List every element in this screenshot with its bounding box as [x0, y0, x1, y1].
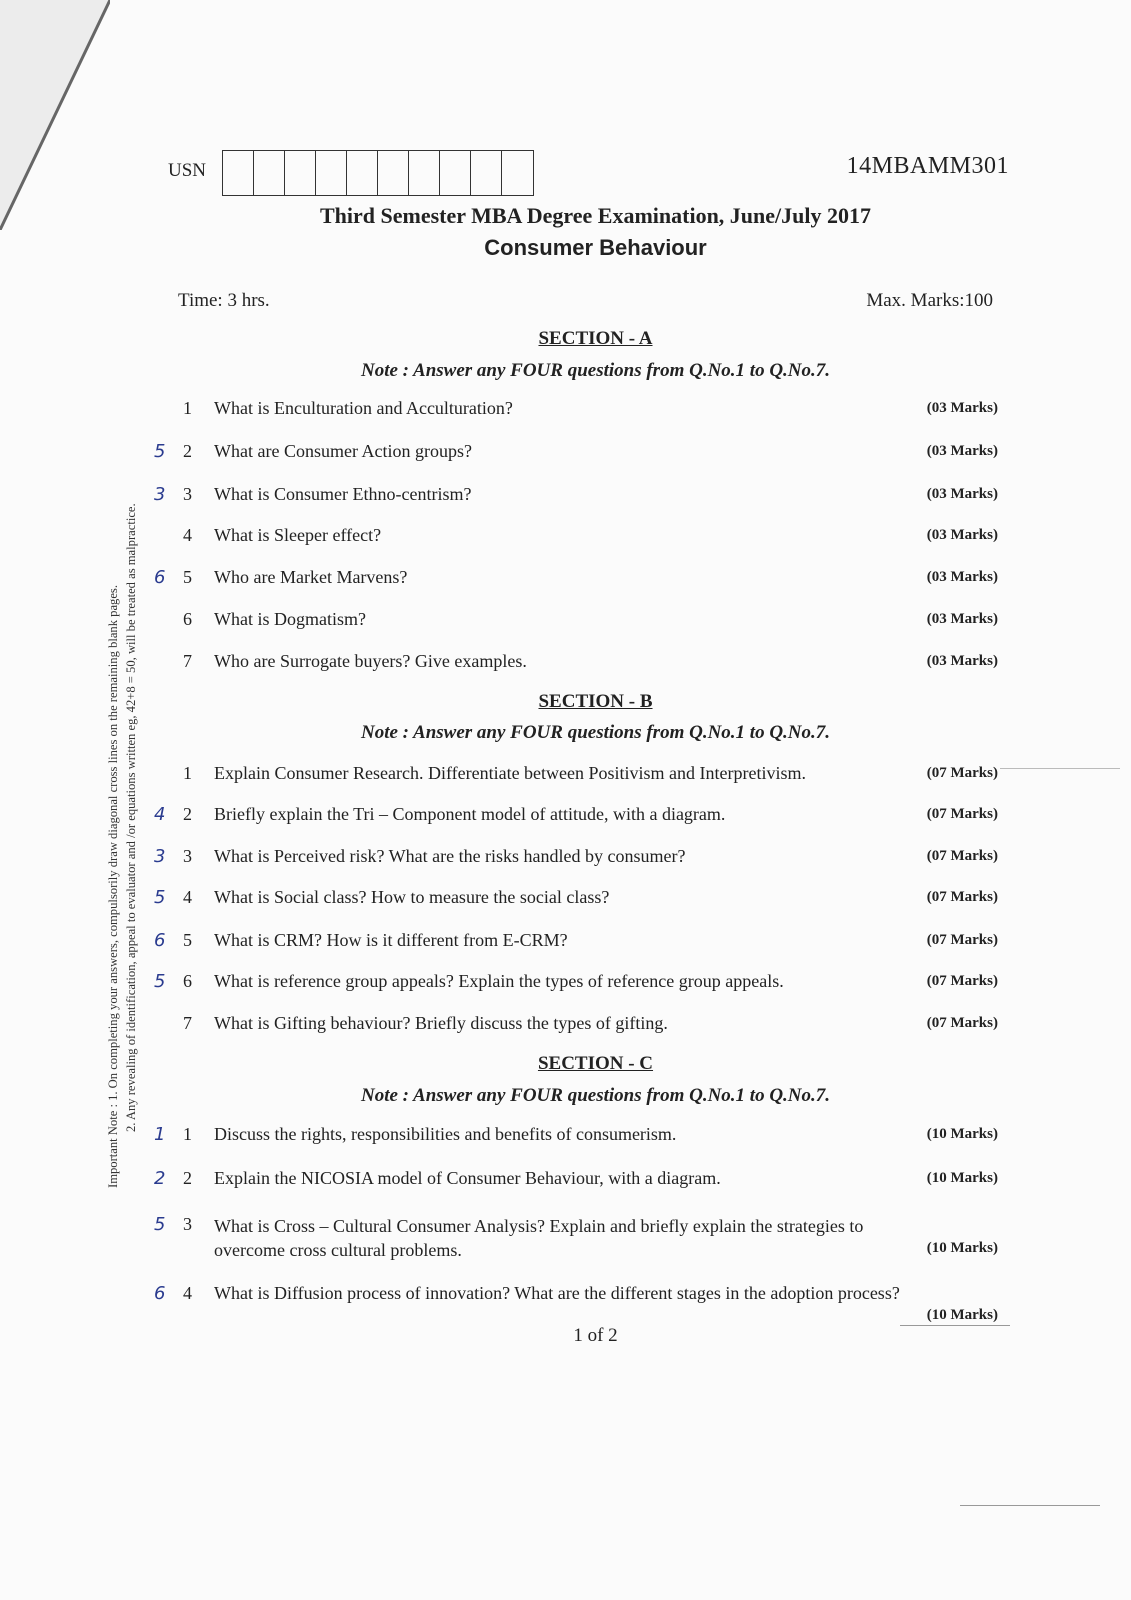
question-marks: (10 Marks): [926, 1307, 998, 1323]
time-allowed: Time: 3 hrs.: [178, 290, 270, 311]
handwritten-mark: 6: [154, 567, 166, 588]
question-text: Briefly explain the Tri – Component model of attitude, with a diagram.: [214, 804, 726, 824]
question-text: What is Sleeper effect?: [214, 525, 382, 545]
page-number: 1 of 2: [573, 1325, 618, 1346]
question-marks: (07 Marks): [926, 973, 998, 989]
question-text: What is Cross – Cultural Consumer Analysis? Explain and briefly explain the strategies to overcome cross cultural problems.: [214, 1216, 864, 1260]
question-text: What is Consumer Ethno-centrism?: [214, 484, 472, 504]
question-number: 3: [183, 484, 192, 504]
question-text: Explain Consumer Research. Differentiate between Positivism and Interpretivism.: [214, 763, 807, 783]
question-text: Explain the NICOSIA model of Consumer Behaviour, with a diagram.: [214, 1168, 721, 1188]
question-marks: (03 Marks): [926, 653, 998, 669]
question-c-1: [150, 1124, 1010, 1150]
question-number: 2: [183, 804, 192, 824]
question-number: 1: [183, 763, 192, 783]
question-text: Who are Market Marvens?: [214, 567, 408, 587]
scan-mark-line: [960, 1505, 1100, 1506]
usn-label: USN: [168, 160, 207, 181]
important-note-line-1: Important Note : 1. On completing your answers, compulsorily draw diagonal cross lines on the remaining blank pages.: [106, 585, 120, 1188]
question-text: What is Perceived risk? What are the risks handled by consumer?: [214, 846, 686, 866]
question-b-1: [150, 763, 1010, 789]
question-number: 7: [183, 651, 192, 671]
question-marks: (07 Marks): [926, 848, 998, 864]
question-number: 1: [183, 398, 192, 418]
question-c-3: [150, 1214, 1010, 1266]
question-text: What is reference group appeals? Explain the types of reference group appeals.: [214, 971, 784, 991]
question-marks: (03 Marks): [926, 486, 998, 502]
folded-corner-shadow: [0, 0, 110, 230]
question-marks: (07 Marks): [926, 1015, 998, 1031]
section-a-heading: SECTION - A: [538, 328, 653, 349]
usn-box: [440, 151, 471, 195]
usn-box: [254, 151, 285, 195]
subject-title: Consumer Behaviour: [484, 235, 707, 260]
question-marks: (03 Marks): [926, 400, 998, 416]
handwritten-mark: 6: [154, 930, 166, 951]
question-a-1: [150, 398, 1010, 424]
question-number: 4: [183, 887, 192, 907]
question-marks: (07 Marks): [926, 806, 998, 822]
handwritten-mark: 1: [154, 1124, 166, 1145]
usn-box: [316, 151, 347, 195]
question-b-5: [150, 930, 1010, 956]
usn-box: [409, 151, 440, 195]
question-text: What is Gifting behaviour? Briefly discuss the types of gifting.: [214, 1013, 668, 1033]
handwritten-mark: 2: [154, 1168, 166, 1189]
usn-box: [285, 151, 316, 195]
question-number: 2: [183, 1168, 192, 1188]
question-a-5: [150, 567, 1010, 593]
question-marks: (07 Marks): [926, 765, 998, 781]
handwritten-mark: 5: [154, 1214, 166, 1235]
question-b-4: [150, 887, 1010, 913]
question-number: 5: [183, 567, 192, 587]
usn-box: [378, 151, 409, 195]
question-number: 5: [183, 930, 192, 950]
question-marks: (03 Marks): [926, 527, 998, 543]
question-marks: (10 Marks): [926, 1126, 998, 1142]
question-a-4: [150, 525, 1010, 551]
question-text: What is CRM? How is it different from E-CRM?: [214, 930, 568, 950]
max-marks: Max. Marks:100: [866, 290, 993, 311]
question-marks: (03 Marks): [926, 443, 998, 459]
question-number: 6: [183, 609, 192, 629]
question-a-6: [150, 609, 1010, 635]
question-a-2: [150, 441, 1010, 467]
question-text: Who are Surrogate buyers? Give examples.: [214, 651, 527, 671]
question-text: Discuss the rights, responsibilities and benefits of consumerism.: [214, 1124, 677, 1144]
question-c-2: [150, 1168, 1010, 1194]
section-b-heading: SECTION - B: [538, 691, 653, 712]
question-number: 4: [183, 1283, 192, 1303]
question-text: What is Enculturation and Acculturation?: [214, 398, 513, 418]
question-number: 7: [183, 1013, 192, 1033]
question-b-2: [150, 804, 1010, 830]
handwritten-mark: 3: [154, 846, 166, 867]
usn-box: [347, 151, 378, 195]
handwritten-mark: 5: [154, 971, 166, 992]
question-text: What is Diffusion process of innovation? What are the different stages in the adoption process?: [214, 1283, 900, 1303]
question-number: 1: [183, 1124, 192, 1144]
question-number: 6: [183, 971, 192, 991]
question-number: 3: [183, 1214, 192, 1234]
usn-box: [223, 151, 254, 195]
exam-title: Third Semester MBA Degree Examination, June/July 2017: [319, 203, 871, 228]
question-a-7: [150, 651, 1010, 677]
question-marks: (10 Marks): [926, 1170, 998, 1186]
question-number: 4: [183, 525, 192, 545]
question-b-3: [150, 846, 1010, 872]
question-marks: (03 Marks): [926, 569, 998, 585]
question-b-6: [150, 971, 1010, 997]
usn-entry-boxes: [222, 150, 534, 196]
question-number: 2: [183, 441, 192, 461]
handwritten-mark: 6: [154, 1283, 166, 1304]
handwritten-mark: 5: [154, 887, 166, 908]
question-marks: (07 Marks): [926, 932, 998, 948]
question-a-3: [150, 484, 1010, 510]
usn-box: [471, 151, 502, 195]
subject-code: 14MBAMM301: [846, 153, 1009, 179]
section-c-note: Note : Answer any FOUR questions from Q.No.1 to Q.No.7.: [360, 1085, 831, 1106]
scan-mark-line: [900, 1325, 1010, 1326]
question-marks: (10 Marks): [926, 1240, 998, 1256]
question-marks: (03 Marks): [926, 611, 998, 627]
handwritten-mark: 4: [154, 804, 166, 825]
section-a-note: Note : Answer any FOUR questions from Q.No.1 to Q.No.7.: [360, 360, 831, 381]
important-note-line-2: 2. Any revealing of identification, appeal to evaluator and /or equations written eg, 42+8 = 50, will be treated as malpractice.: [124, 503, 138, 1132]
handwritten-mark: 3: [154, 484, 166, 505]
usn-box: [502, 151, 533, 195]
handwritten-mark: 5: [154, 441, 166, 462]
question-text: What is Social class? How to measure the social class?: [214, 887, 610, 907]
question-number: 3: [183, 846, 192, 866]
scan-mark-line: [1000, 768, 1120, 769]
question-b-7: [150, 1013, 1010, 1039]
question-text: What is Dogmatism?: [214, 609, 366, 629]
question-marks: (07 Marks): [926, 889, 998, 905]
question-text: What are Consumer Action groups?: [214, 441, 472, 461]
section-b-note: Note : Answer any FOUR questions from Q.No.1 to Q.No.7.: [360, 722, 831, 743]
section-c-heading: SECTION - C: [537, 1053, 654, 1074]
